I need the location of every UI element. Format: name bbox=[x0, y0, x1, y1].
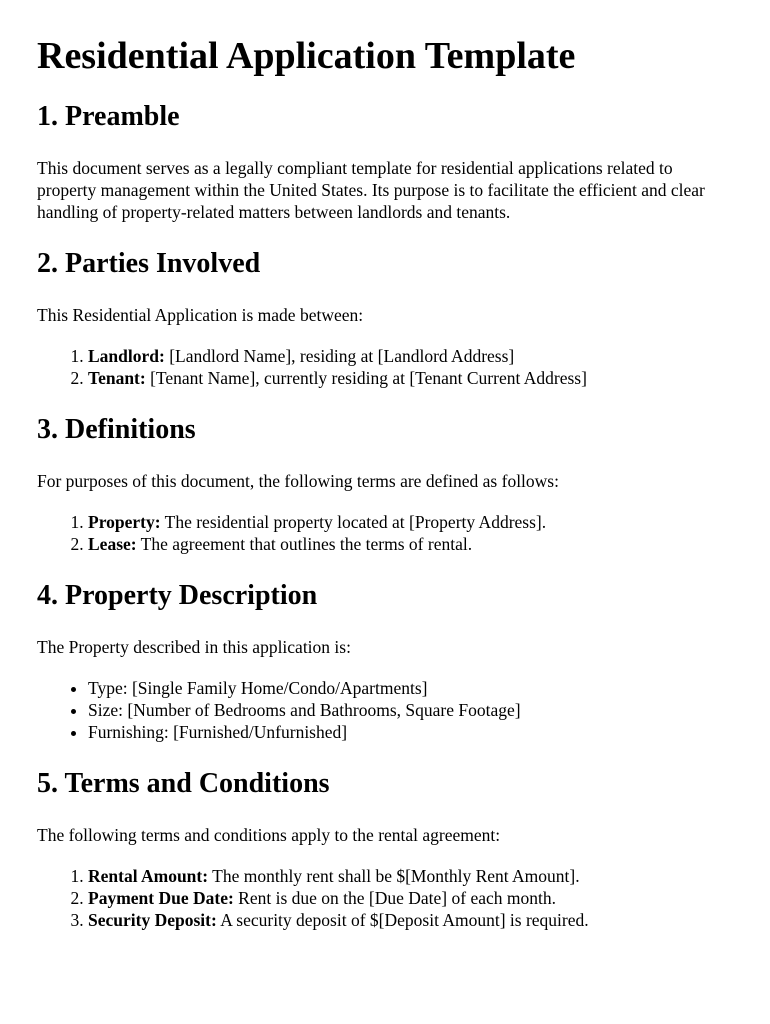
list-item-text: [Landlord Name], residing at [Landlord Address] bbox=[164, 346, 515, 366]
list-item-term: Rental Amount: bbox=[88, 866, 209, 886]
list-item-text: The residential property located at [Property Address]. bbox=[160, 512, 547, 532]
list-item bbox=[88, 511, 733, 533]
list-item: • Furnishing: [Furnished/Unfurnished] bbox=[88, 721, 733, 743]
list-item-text: The monthly rent shall be $[Monthly Rent Amount]. bbox=[208, 866, 580, 886]
section-parties-intro: This Residential Application is made between: bbox=[37, 305, 364, 325]
list-item-term: Payment Due Date: bbox=[88, 888, 234, 908]
list-item-term: Tenant: bbox=[88, 368, 146, 388]
list-item-term: Lease: bbox=[88, 534, 137, 554]
parties-list bbox=[37, 345, 733, 389]
list-item bbox=[88, 909, 733, 931]
list-item-term: Property: bbox=[88, 512, 161, 532]
list-item bbox=[88, 345, 733, 367]
list-item bbox=[88, 367, 733, 389]
list-item-text: A security deposit of $[Deposit Amount] is required. bbox=[216, 910, 589, 930]
list-item bbox=[88, 533, 733, 555]
definitions-list bbox=[37, 511, 733, 555]
terms-list bbox=[37, 865, 733, 931]
section-property-intro: The Property described in this application is: bbox=[37, 637, 351, 657]
section-definitions-heading: 3. Definitions bbox=[37, 414, 196, 445]
document-title: Residential Application Template bbox=[37, 35, 576, 77]
section-property-heading: 4. Property Description bbox=[37, 580, 318, 611]
list-item bbox=[88, 865, 733, 887]
list-item-text: Rent is due on the [Due Date] of each month. bbox=[233, 888, 556, 908]
section-terms-intro: The following terms and conditions apply to the rental agreement: bbox=[37, 825, 501, 845]
list-item-text: [Tenant Name], currently residing at [Tenant Current Address] bbox=[145, 368, 587, 388]
section-preamble-heading: 1. Preamble bbox=[37, 101, 180, 132]
list-item bbox=[88, 887, 733, 909]
list-item-term: Landlord: bbox=[88, 346, 165, 366]
section-parties-heading: 2. Parties Involved bbox=[37, 248, 261, 279]
list-item: • Size: [Number of Bedrooms and Bathrooms, Square Footage] bbox=[88, 699, 733, 721]
section-terms-heading: 5. Terms and Conditions bbox=[37, 768, 330, 799]
section-definitions-intro: For purposes of this document, the following terms are defined as follows: bbox=[37, 471, 559, 491]
list-item: • Type: [Single Family Home/Condo/Apartments] bbox=[88, 677, 733, 699]
section-preamble-text: This document serves as a legally compliant template for residential applications related to property management within the United States. Its purpose is to facilitate the efficient and clear handling of property-related matters between landlords and tenants. bbox=[37, 158, 705, 222]
list-item-text: The agreement that outlines the terms of rental. bbox=[136, 534, 473, 554]
list-item-term: Security Deposit: bbox=[88, 910, 217, 930]
property-list bbox=[37, 677, 733, 743]
